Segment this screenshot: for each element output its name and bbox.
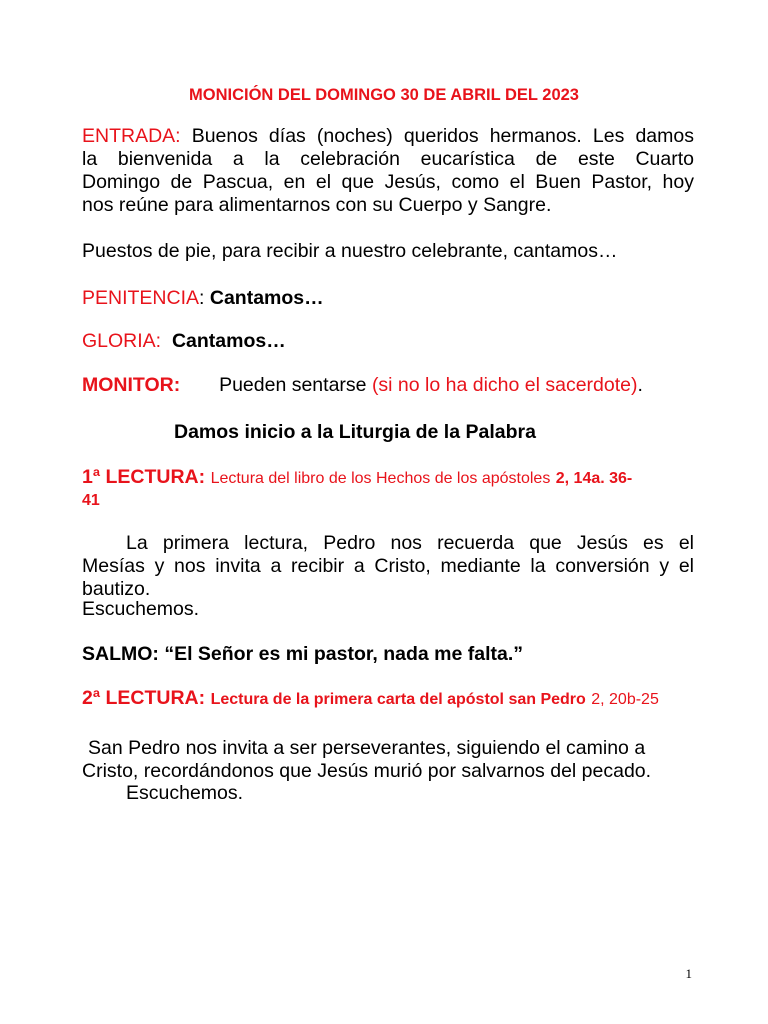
lectura1-label: 1ª LECTURA: xyxy=(82,466,206,488)
monitor-label: MONITOR: xyxy=(82,374,181,396)
gloria-line xyxy=(82,330,694,353)
lectura1-text: Lectura del libro de los Hechos de los apóstoles xyxy=(210,470,551,487)
lectura1-para-line-2: Mesías y nos invita a recibir a Cristo, mediante la conversión y el xyxy=(82,555,694,577)
lectura1-para-line-1 xyxy=(82,532,694,555)
entrada-text-1: Buenos días (noches) queridos hermanos. Les damos xyxy=(191,125,694,147)
lectura1-escuchemos: Escuchemos. xyxy=(82,598,200,620)
monitor-line xyxy=(82,374,694,397)
puestos-text: Puestos de pie, para recibir a nuestro celebrante, cantamos… xyxy=(82,240,618,262)
page-number: 1 xyxy=(685,966,692,981)
lectura2-escuchemos: Escuchemos. xyxy=(126,782,244,804)
lectura2-escuchemos-line xyxy=(82,782,694,805)
lectura2-para-line-2: Cristo, recordándonos que Jesús murió por salvarnos del pecado. xyxy=(82,760,652,782)
entrada-line-4: nos reúne para alimentarnos con su Cuerpo y Sangre. xyxy=(82,194,552,216)
lectura2-line xyxy=(82,687,694,711)
lectura2-para-text-1: San Pedro nos invita a ser perseverantes, siguiendo el camino a xyxy=(88,737,646,759)
salmo-line xyxy=(82,643,694,666)
liturgia-heading: Damos inicio a la Liturgia de la Palabra xyxy=(174,421,536,443)
salmo-label: SALMO: xyxy=(82,643,159,665)
monitor-note: (si no lo ha dicho el sacerdote) xyxy=(371,374,638,396)
penitencia-colon: : xyxy=(199,287,205,309)
monitor-end: . xyxy=(637,374,643,396)
entrada-label: ENTRADA: xyxy=(82,125,181,147)
lectura2-label: 2ª LECTURA: xyxy=(82,687,206,709)
monitor-text: Pueden sentarse xyxy=(219,374,367,396)
entrada-line-3: Domingo de Pascua, en el que Jesús, como el Buen Pastor, hoy xyxy=(82,171,694,193)
lectura2-ref: 2, 20b-25 xyxy=(591,691,659,708)
document-title: MONICIÓN DEL DOMINGO 30 DE ABRIL DEL 2023 xyxy=(189,86,579,104)
lectura1-para-text-1: La primera lectura, Pedro nos recuerda que Jesús es el xyxy=(126,532,694,554)
entrada-line-2: la bienvenida a la celebración eucarística de este Cuarto xyxy=(82,148,694,170)
penitencia-text: Cantamos… xyxy=(209,287,324,309)
lectura2-text: Lectura de la primera carta del apóstol san Pedro xyxy=(210,691,586,708)
lectura1-para-line-3: bautizo. xyxy=(82,578,151,600)
lectura1-ref-cont: 41 xyxy=(82,492,100,509)
lectura2-para-line-1 xyxy=(82,737,694,760)
gloria-label: GLORIA: xyxy=(82,330,162,352)
penitencia-label: PENITENCIA xyxy=(82,287,200,309)
entrada-line-1 xyxy=(82,125,694,148)
salmo-text: “El Señor es mi pastor, nada me falta.” xyxy=(164,643,524,665)
lectura1-line xyxy=(82,466,694,490)
lectura1-ref: 2, 14a. 36- xyxy=(555,470,633,487)
penitencia-line xyxy=(82,287,694,310)
gloria-text: Cantamos… xyxy=(171,330,286,352)
